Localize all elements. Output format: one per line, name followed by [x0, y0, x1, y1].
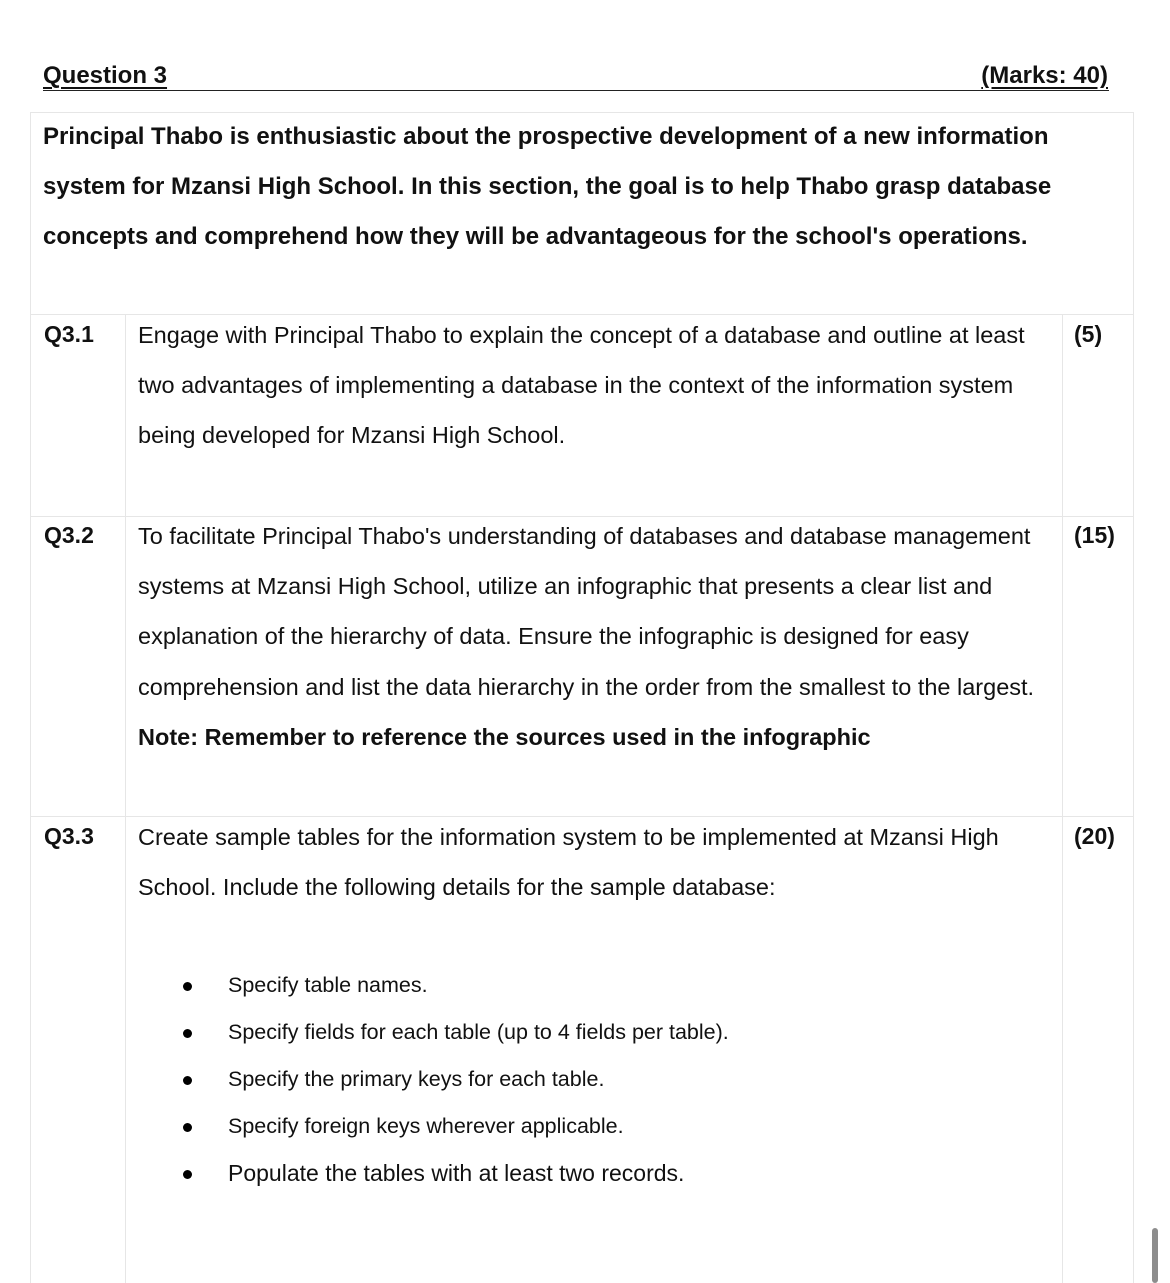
question-block	[138, 511, 1053, 762]
total-marks: (Marks: 40)	[981, 62, 1108, 89]
column-divider-2	[1062, 314, 1063, 1283]
column-divider-1	[125, 314, 126, 1283]
list-item	[176, 962, 729, 1009]
question-id: Q3.1	[44, 321, 94, 347]
question-text: Engage with Principal Thabo to explain the concept of a database and outline at least two advantages of implementing a database in the context of the information system being developed for Mzansi High School.	[138, 322, 1025, 449]
list-item	[176, 1009, 729, 1056]
bullet-icon	[183, 1029, 192, 1038]
question-marks: (20)	[1074, 823, 1115, 849]
question-marks: (5)	[1074, 321, 1103, 347]
question-text: To facilitate Principal Thabo's understanding of databases and database management systems at Mzansi High School, utilize an infographic that presents a clear list and explanation of the hierarchy of data. Ensure the infographic is designed for easy comprehension and list the data hierarchy in the order from the smallest to the largest.	[138, 523, 1035, 700]
bullet-icon	[183, 1076, 192, 1085]
requirements-list	[176, 962, 729, 1197]
question-id: Q3.3	[44, 823, 94, 849]
intro-paragraph: Principal Thabo is enthusiastic about the prospective development of a new information system for Mzansi High School. In this section, the goal is to help Thabo grasp database concepts and comprehend how they will be advantageous for the school's operations.	[43, 123, 1052, 250]
header-rule	[43, 90, 1109, 91]
bullet-icon	[183, 982, 192, 991]
list-item-text: Specify foreign keys wherever applicable.	[228, 1114, 624, 1138]
list-item-text: Specify the primary keys for each table.	[228, 1067, 605, 1091]
list-item	[176, 1150, 729, 1197]
question-title: Question 3	[43, 62, 168, 89]
bullet-icon	[183, 1170, 192, 1179]
table-border-right-lower	[1133, 314, 1134, 1283]
table-border-left	[30, 112, 31, 1283]
list-item	[176, 1103, 729, 1150]
list-item	[176, 1056, 729, 1103]
question-text: Create sample tables for the information system to be implemented at Mzansi High School. Include the following details for the sample database:	[138, 824, 999, 901]
table-border-right	[1133, 112, 1134, 314]
bullet-icon	[183, 1123, 192, 1132]
list-item-text: Populate the tables with at least two records.	[228, 1160, 685, 1186]
question-id: Q3.2	[44, 522, 94, 548]
list-item-text: Specify fields for each table (up to 4 fields per table).	[228, 1020, 729, 1044]
question-note: Note: Remember to reference the sources used in the infographic	[138, 723, 871, 750]
list-item-text: Specify table names.	[228, 973, 428, 997]
question-marks: (15)	[1074, 522, 1115, 548]
scrollbar-thumb[interactable]	[1152, 1228, 1158, 1283]
